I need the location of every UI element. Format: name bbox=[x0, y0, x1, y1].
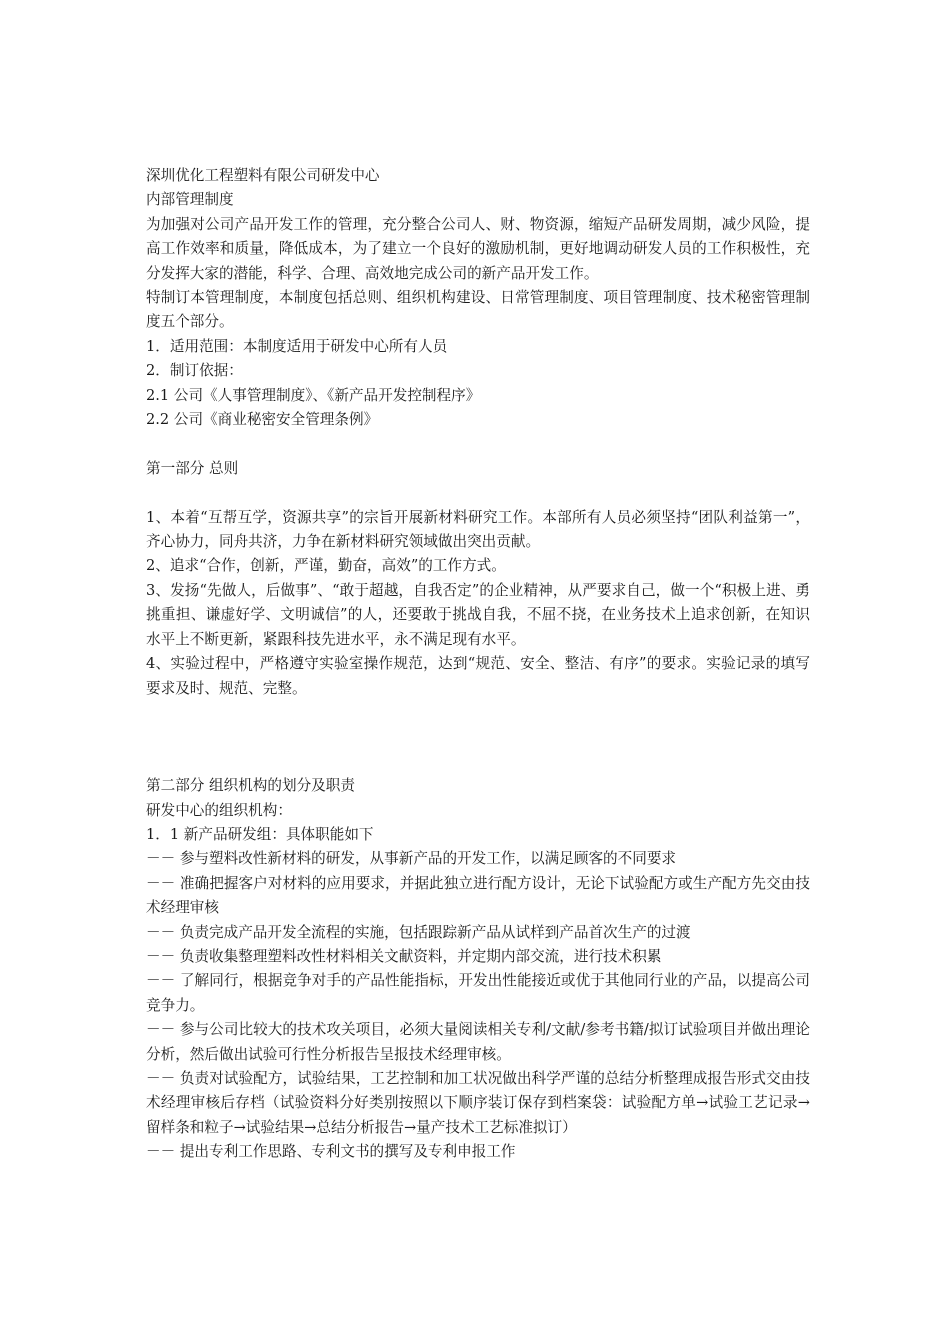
org-line: 研发中心的组织机构： bbox=[146, 801, 292, 819]
document-subtitle: 内部管理制度 bbox=[146, 191, 234, 209]
intro-paragraph-2: 特制订本管理制度，本制度包括总则、组织机构建设、日常管理制度、项目管理制度、技术秘密管理制度五个部分。 bbox=[146, 289, 810, 331]
scope-line: 1．适用范围：本制度适用于研发中心所有人员 bbox=[146, 337, 448, 355]
part1-item: 3、发扬“先做人，后做事”、“敢于超越，自我否定”的企业精神，从严要求自己，做一个“积极上进、勇挑重担、谦虚好学、文明诚信”的人，还要敢于挑战自我，不屈不挠，在业务技术上追求创新，在知识水平上不断更新，紧跟科技先进水平，永不满足现有水平。 bbox=[146, 581, 810, 648]
duty-item: －－ 参与塑料改性新材料的研发，从事新产品的开发工作，以满足顾客的不同要求 bbox=[146, 850, 677, 868]
duty-item: －－ 提出专利工作思路、专利文书的撰写及专利申报工作 bbox=[146, 1143, 516, 1161]
intro-paragraph-1: 为加强对公司产品开发工作的管理，充分整合公司人、财、物资源，缩短产品研发周期，减少风险，提高工作效率和质量，降低成本，为了建立一个良好的激励机制，更好地调动研发人员的工作积极性，充分发挥大家的潜能，科学、合理、高效地完成公司的新产品开发工作。 bbox=[146, 215, 810, 282]
duty-item: －－ 参与公司比较大的技术攻关项目，必须大量阅读相关专利/文献/参考书籍/拟订试验项目并做出理论分析，然后做出试验可行性分析报告呈报技术经理审核。 bbox=[146, 1021, 810, 1063]
part1-heading: 第一部分 总则 bbox=[146, 459, 239, 477]
duty-item: －－ 负责完成产品开发全流程的实施，包括跟踪新产品从试样到产品首次生产的过渡 bbox=[146, 923, 691, 941]
basis-line: 2．制订依据： bbox=[146, 362, 243, 380]
document-title: 深圳优化工程塑料有限公司研发中心 bbox=[146, 167, 380, 184]
basis-item-2: 2.2 公司《商业秘密安全管理条例》 bbox=[146, 411, 379, 429]
part1-item: 1、本着“互帮互学，资源共享”的宗旨开展新材料研究工作。本部所有人员必须坚持“团队利益第一”，齐心协力，同舟共济，力争在新材料研究领域做出突出贡献。 bbox=[146, 508, 810, 551]
duty-item: －－ 准确把握客户对材料的应用要求，并据此独立进行配方设计，无论下试验配方或生产配方先交由技术经理审核 bbox=[146, 874, 810, 917]
part1-item: 2、追求“合作，创新，严谨，勤奋，高效”的工作方式。 bbox=[146, 557, 506, 575]
duty-item: －－ 了解同行，根据竞争对手的产品性能指标，开发出性能接近或优于其他同行业的产品，以提高公司竞争力。 bbox=[146, 972, 810, 1014]
document-page bbox=[146, 164, 810, 1165]
duty-item: －－ 负责对试验配方，试验结果，工艺控制和加工状况做出科学严谨的总结分析整理成报告形式交由技术经理审核后存档（试验资料分好类别按照以下顺序装订保存到档案袋：试验配方单→试验工艺记录→留样条和粒子→试验结果→总结分析报告→量产技术工艺标准拟订） bbox=[146, 1069, 810, 1136]
part2-heading: 第二部分 组织机构的划分及职责 bbox=[146, 777, 355, 795]
spacer bbox=[146, 701, 810, 774]
spacer bbox=[146, 481, 810, 505]
group-line: 1．1 新产品研发组：具体职能如下 bbox=[146, 825, 374, 843]
basis-item-1: 2.1 公司《人事管理制度》、《新产品开发控制程序》 bbox=[146, 386, 481, 404]
duty-item: －－ 负责收集整理塑料改性材料相关文献资料，并定期内部交流，进行技术积累 bbox=[146, 947, 662, 965]
spacer bbox=[146, 432, 810, 456]
part1-item: 4、实验过程中，严格遵守实验室操作规范，达到“规范、安全、整洁、有序”的要求。实验记录的填写要求及时、规范、完整。 bbox=[146, 655, 810, 697]
